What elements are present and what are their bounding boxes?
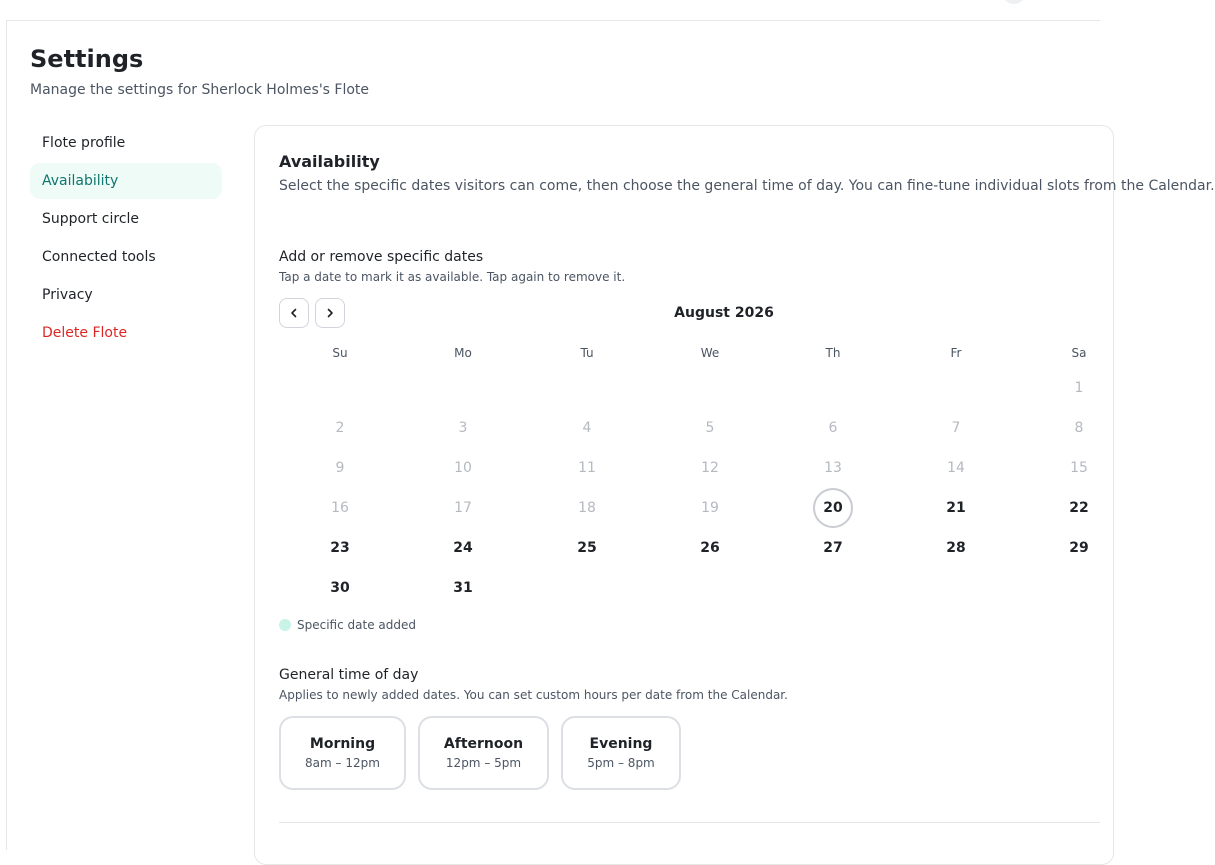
calendar-day-25[interactable]: 25 xyxy=(577,540,597,556)
nav-item-label: Availability xyxy=(42,173,119,189)
calendar-day-19: 19 xyxy=(701,500,719,516)
time-option-label: Morning xyxy=(309,736,376,752)
specific-dates-hint: Tap a date to mark it as available. Tap again to remove it. xyxy=(279,270,626,284)
weekday-label-sa: Sa xyxy=(1071,346,1087,360)
time-option-label: Evening xyxy=(589,736,653,752)
weekday-label-th: Th xyxy=(825,346,841,360)
left-rail xyxy=(0,0,7,850)
calendar-day-30[interactable]: 30 xyxy=(330,580,350,596)
nav-item-flote-profile[interactable] xyxy=(30,125,222,161)
calendar-day-9: 9 xyxy=(335,460,345,476)
calendar-day-6: 6 xyxy=(828,420,838,436)
nav-item-delete-flote[interactable] xyxy=(30,315,222,351)
weekday-label-we: We xyxy=(700,346,720,360)
calendar-day-3: 3 xyxy=(458,420,468,436)
calendar-month-label: August 2026 xyxy=(674,305,774,321)
time-option-range: 12pm – 5pm xyxy=(445,756,522,770)
time-option-range: 8am – 12pm xyxy=(305,756,380,770)
calendar-legend xyxy=(279,618,416,632)
nav-item-label: Flote profile xyxy=(42,135,126,151)
calendar-day-15: 15 xyxy=(1070,460,1088,476)
next-month-button[interactable] xyxy=(315,298,345,328)
calendar-day-26[interactable]: 26 xyxy=(700,540,720,556)
nav-item-label: Connected tools xyxy=(42,249,156,265)
calendar-day-11: 11 xyxy=(578,460,596,476)
page-title: Settings xyxy=(30,45,144,73)
nav-item-privacy[interactable] xyxy=(30,277,222,313)
calendar-day-7: 7 xyxy=(951,420,961,436)
nav-item-availability[interactable] xyxy=(30,163,222,199)
calendar-day-28[interactable]: 28 xyxy=(946,540,966,556)
avatar[interactable] xyxy=(1002,0,1026,4)
time-of-day-hint: Applies to newly added dates. You can set custom hours per date from the Calendar. xyxy=(279,688,788,702)
nav-item-label: Delete Flote xyxy=(42,325,128,341)
weekday-label-tu: Tu xyxy=(580,346,594,360)
calendar-day-5: 5 xyxy=(705,420,715,436)
calendar-day-17: 17 xyxy=(454,500,472,516)
calendar-day-8: 8 xyxy=(1074,420,1084,436)
calendar-day-23[interactable]: 23 xyxy=(330,540,350,556)
calendar-day-13: 13 xyxy=(824,460,842,476)
weekday-label-fr: Fr xyxy=(950,346,962,360)
calendar-day-22[interactable]: 22 xyxy=(1069,500,1089,516)
weekday-label-mo: Mo xyxy=(454,346,472,360)
chevron-right-icon xyxy=(324,307,336,319)
settings-nav xyxy=(30,125,222,353)
time-option-afternoon[interactable] xyxy=(418,716,549,790)
time-option-evening[interactable] xyxy=(561,716,681,790)
page-subtitle: Manage the settings for Sherlock Holmes's Flote xyxy=(30,82,370,98)
calendar-day-20[interactable]: 20 xyxy=(813,488,853,528)
availability-title: Availability xyxy=(279,152,380,171)
calendar-day-2: 2 xyxy=(335,420,345,436)
calendar-day-18: 18 xyxy=(578,500,596,516)
calendar-day-12: 12 xyxy=(701,460,719,476)
specific-dates-title: Add or remove specific dates xyxy=(279,249,484,265)
calendar-day-27[interactable]: 27 xyxy=(823,540,843,556)
nav-item-label: Privacy xyxy=(42,287,93,303)
time-option-range: 5pm – 8pm xyxy=(587,756,655,770)
availability-description: Select the specific dates visitors can come, then choose the general time of day. You can fine-tune individual slots from the Calendar. xyxy=(279,178,1215,194)
calendar-day-21[interactable]: 21 xyxy=(946,500,966,516)
nav-item-support-circle[interactable] xyxy=(30,201,222,237)
weekday-label-su: Su xyxy=(332,346,348,360)
chevron-left-icon xyxy=(288,307,300,319)
legend-label: Specific date added xyxy=(297,618,416,632)
nav-item-label: Support circle xyxy=(42,211,140,227)
time-option-label: Afternoon xyxy=(443,736,524,752)
time-option-morning[interactable] xyxy=(279,716,406,790)
previous-month-button[interactable] xyxy=(279,298,309,328)
calendar-day-1: 1 xyxy=(1074,380,1084,396)
calendar-day-10: 10 xyxy=(454,460,472,476)
calendar-day-29[interactable]: 29 xyxy=(1069,540,1089,556)
calendar-day-24[interactable]: 24 xyxy=(453,540,473,556)
top-bar xyxy=(6,0,1100,21)
calendar-day-16: 16 xyxy=(331,500,349,516)
calendar-day-31[interactable]: 31 xyxy=(453,580,473,596)
calendar-day-14: 14 xyxy=(947,460,965,476)
legend-swatch xyxy=(279,619,291,631)
calendar-day-4: 4 xyxy=(582,420,592,436)
section-divider xyxy=(279,822,1100,823)
nav-item-connected-tools[interactable] xyxy=(30,239,222,275)
time-of-day-title: General time of day xyxy=(279,667,419,683)
